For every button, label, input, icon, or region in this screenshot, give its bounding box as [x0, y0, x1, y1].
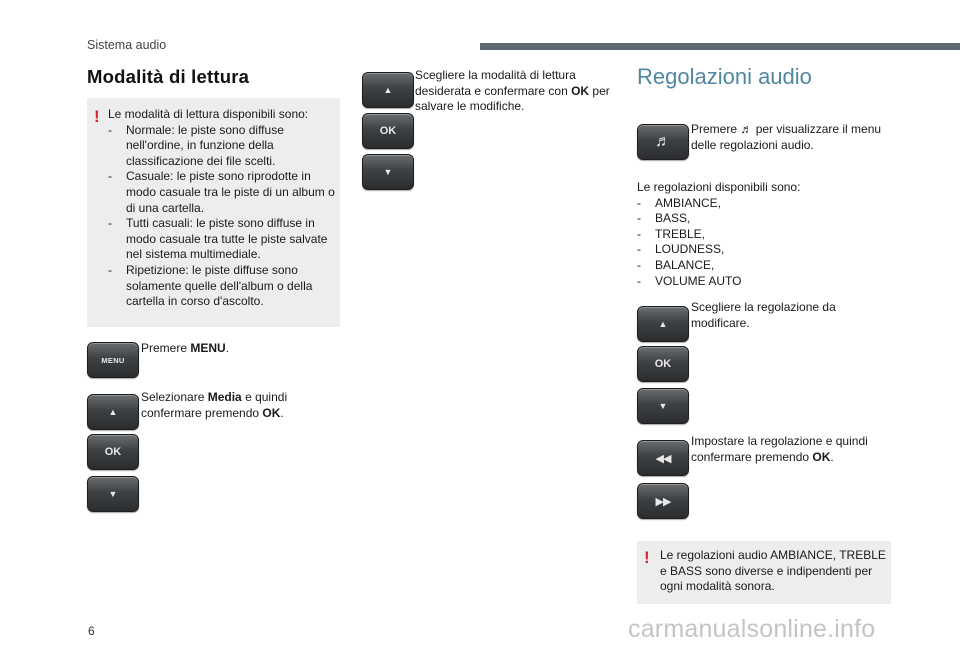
list-item: - BALANCE, [637, 257, 715, 272]
fast-forward-key[interactable] [637, 483, 689, 519]
audio-settings-key[interactable] [637, 124, 689, 160]
watermark: carmanualsonline.info [628, 615, 876, 643]
ok-key[interactable]: OK [637, 346, 689, 382]
header-bar [480, 43, 960, 50]
rewind-icon: ◀◀ [655, 452, 671, 465]
left-heading: Modalità di lettura [87, 66, 250, 87]
fast-forward-icon: ▶▶ [655, 495, 671, 508]
down-key[interactable] [637, 388, 689, 424]
step-choose-setting: Scegliere la regolazione da modificare. [691, 300, 836, 330]
settings-list-intro: Le regolazioni disponibili sono: [637, 180, 801, 194]
music-note-icon: ♬ [655, 133, 671, 150]
warning-icon: ! [644, 548, 650, 567]
list-item: - VOLUME AUTO [637, 273, 742, 288]
page-number: 6 [88, 624, 95, 638]
up-key[interactable] [637, 306, 689, 342]
list-item: - BASS, [637, 211, 691, 226]
list-item: - Normale: le piste sono diffuse nell'ordine, in funzione della classificazione dei file scelti. [108, 122, 284, 168]
up-arrow-icon: ▲ [658, 319, 668, 329]
down-arrow-icon: ▼ [383, 167, 393, 177]
down-arrow-icon: ▼ [108, 489, 118, 499]
section-label: Sistema audio [87, 38, 167, 52]
up-key[interactable] [87, 394, 139, 430]
down-key[interactable] [87, 476, 139, 512]
list-item: - LOUDNESS, [637, 242, 725, 257]
note-intro: Le modalità di lettura disponibili sono: [108, 107, 309, 121]
warning-icon: ! [94, 107, 100, 126]
step-adjust-setting: Impostare la regolazione e quindi confermare premendo OK. [691, 434, 868, 464]
list-item: - AMBIANCE, [637, 195, 722, 210]
list-item: - Tutti casuali: le piste sono diffuse in modo casuale tra tutte le piste salvate nel sistema multimediale. [108, 216, 328, 262]
rewind-key[interactable] [637, 440, 689, 476]
step-select-media: Selezionare Media e quindi confermare premendo OK. [141, 390, 288, 420]
ok-key[interactable]: OK [87, 434, 139, 470]
menu-key[interactable]: MENU [87, 342, 139, 378]
down-arrow-icon: ▼ [658, 401, 668, 411]
down-key[interactable] [362, 154, 414, 190]
step-press-menu: Premere MENU. [141, 341, 230, 355]
up-arrow-icon: ▲ [383, 85, 393, 95]
list-item: - TREBLE, [637, 226, 706, 241]
note-text: Le regolazioni audio AMBIANCE, TREBLE e BASS sono diverse e indipendenti per ogni modalità sonora. [660, 548, 886, 594]
settings-list [637, 180, 887, 289]
list-item: - Casuale: le piste sono riprodotte in modo casuale tra le piste di un album o di una cartella. [108, 169, 335, 215]
playback-modes-note [87, 98, 340, 327]
up-arrow-icon: ▲ [108, 407, 118, 417]
list-item: - Ripetizione: le piste diffuse sono solamente quelle dell'album o della cartella in corso d'ascolto. [108, 262, 313, 309]
up-key[interactable] [362, 72, 414, 108]
ok-key[interactable]: OK [362, 113, 414, 149]
step-choose-mode: Scegliere la modalità di lettura desiderata e confermare con OK per salvare le modifiche. [415, 68, 610, 114]
right-heading: Regolazioni audio [637, 64, 812, 89]
music-note-icon: ♬ [740, 122, 753, 136]
audio-settings-note [637, 541, 891, 604]
step-open-audio-menu: Premere ♬ per visualizzare il menu delle regolazioni audio. [691, 122, 882, 152]
